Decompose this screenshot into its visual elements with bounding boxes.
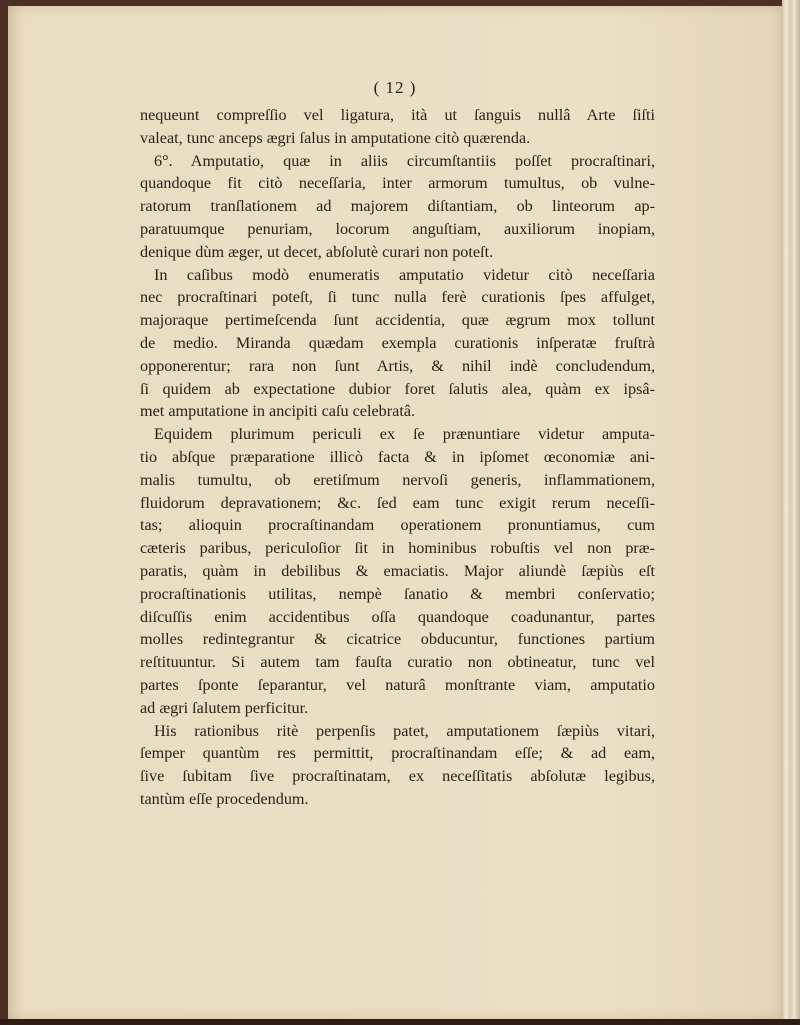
text-line: ſemper quantùm res permittit, procraſtinandam eſſe; & ad eam, (140, 744, 655, 763)
text-line: ſive ſubitam ſive procraſtinatam, ex neceſſitatis abſolutæ legibus, (140, 767, 655, 786)
text-line: nequeunt compreſſio vel ligatura, ità ut ſanguis nullâ Arte ſiſti (140, 106, 655, 124)
text-line: cæteris paribus, periculoſior ſit in hominibus robuſtis vel non præ- (140, 539, 655, 558)
text-line: fluidorum depravationem; &c. ſed eam tunc exigit rerum neceſſi- (140, 493, 655, 512)
text-line: denique dùm æger, ut decet, abſolutè curari non poteſt. (140, 242, 494, 261)
text-line: tio abſque præparatione illicò facta & in ipſomet œconomiæ ani- (140, 447, 655, 466)
page-bottom-edge (0, 1019, 800, 1025)
text-line: molles redintegrantur & cicatrice obducuntur, functiones partium (140, 630, 655, 649)
text-line: diſcuſſis enim accidentibus oſſa quandoque coadunantur, partes (140, 607, 655, 626)
text-line: tantùm eſſe procedendum. (140, 789, 309, 808)
text-line: quandoque fit citò neceſſaria, inter armorum tumultus, ob vulne- (140, 174, 655, 193)
text-line: nec procraſtinari poteſt, ſi tunc nulla ferè curationis ſpes affulget, (140, 288, 655, 307)
text-line: ſi quidem ab expectatione dubior foret ſalutis alea, quàm ex ipsâ- (140, 379, 655, 398)
text-line: valeat, tunc anceps ægri ſalus in amputatione citò quærenda. (140, 128, 531, 147)
text-line: ratorum tranſlationem ad majorem diſtantiam, ob linteorum ap- (140, 197, 655, 216)
text-line: de medio. Miranda quædam exempla curationis inſperatæ fruſtrà (140, 333, 655, 352)
text-line: ad ægri ſalutem perficitur. (140, 698, 309, 717)
text-line: reſtituuntur. Si autem tam fauſta curatio non obtineatur, tunc vel (140, 653, 655, 672)
page-number: ( 12 ) (373, 78, 417, 97)
text-line: His rationibus ritè perpenſis patet, amputationem ſæpiùs vitari, (154, 721, 655, 740)
text-line: tas; alioquin procraſtinandam operationem pronuntiamus, cum (140, 516, 655, 535)
text-line: opponerentur; rara non ſunt Artis, & nihil indè concludendum, (140, 356, 655, 375)
text-line: met amputatione in ancipiti caſu celebratâ. (140, 402, 416, 421)
text-line: malis tumultu, ob eretiſmum nervoſi generis, inflammationem, (140, 470, 655, 489)
text-line: In caſibus modò enumeratis amputatio videtur citò neceſſaria (154, 265, 655, 284)
book-page (8, 6, 782, 1020)
text-line: procraſtinationis utilitas, nempè ſanatio & membri conſervatio; (140, 584, 655, 603)
text-line: partes ſponte ſeparantur, vel naturâ monſtrante viam, amputatio (140, 675, 655, 694)
text-line: majoraque pertimeſcenda ſunt accidentia, quæ ægrum mox tollunt (140, 311, 655, 330)
body-text (140, 104, 655, 811)
text-line: paratuumque penuriam, locorum anguſtiam, auxiliorum inopiam, (140, 219, 655, 238)
book-binding-edge (782, 0, 800, 1025)
text-line: 6°. Amputatio, quæ in aliis circumſtantiis poſſet procraſtinari, (154, 151, 655, 170)
text-line: Equidem plurimum periculi ex ſe prænuntiare videtur amputa- (154, 425, 655, 444)
text-line: paratis, quàm in debilibus & emaciatis. Major aliundè ſæpiùs eſt (140, 561, 655, 580)
